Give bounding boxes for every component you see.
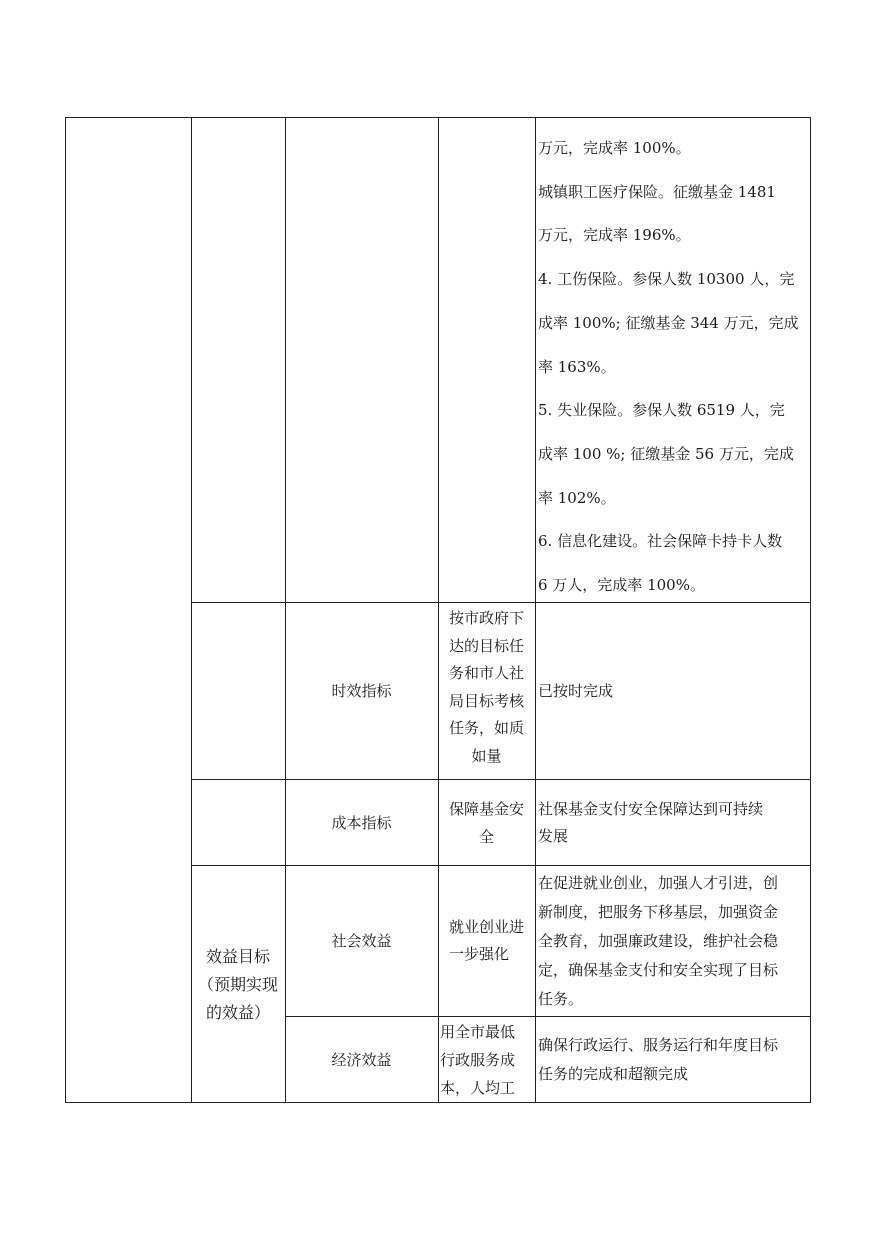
target-cell xyxy=(438,780,535,865)
result-text: 社保基金支付安全保障达到可持续 发展 xyxy=(538,799,764,845)
indicator-cell xyxy=(285,780,438,865)
target-cell xyxy=(438,866,535,1016)
result-paragraph: 4. 工伤保险。参保人数 10300 人，完 成率 100%; 征缴基金 344 万元，完成 率 163%。 xyxy=(538,270,799,376)
target-text: 就业创业进 一步强化 xyxy=(448,918,524,963)
indicator-label: 时效指标 xyxy=(331,682,392,700)
result-cell xyxy=(535,869,811,1016)
benefit-category-cell xyxy=(191,866,285,1103)
result-paragraph: 6. 信息化建设。社会保障卡持卡人数 6 万人，完成率 100%。 xyxy=(538,532,783,595)
result-text: 确保行政运行、服务运行和年度目标 任务的完成和超额完成 xyxy=(538,1036,779,1083)
target-text: 用全市最低 行政服务成 本，人均工 xyxy=(440,1023,516,1097)
result-cell xyxy=(535,603,811,779)
indicator-label: 社会效益 xyxy=(331,932,392,950)
benefit-category-label: 效益目标 （预期实现 的效益） xyxy=(197,946,278,1022)
result-paragraph: 万元，完成率 100%。 xyxy=(538,139,691,157)
indicator-label: 经济效益 xyxy=(331,1051,392,1069)
result-cell xyxy=(535,780,811,865)
result-paragraph: 城镇职工医疗保险。征缴基金 1481 万元，完成率 196%。 xyxy=(538,182,776,245)
result-paragraph: 5. 失业保险。参保人数 6519 人，完 成率 100 %; 征缴基金 56 万元，完成 率 102%。 xyxy=(538,401,794,507)
target-text: 保障基金安 全 xyxy=(448,799,524,846)
indicator-cell xyxy=(285,1017,438,1103)
indicator-label: 成本指标 xyxy=(331,813,392,832)
result-cell xyxy=(535,1031,811,1103)
target-text: 按市政府下 达的目标任 务和市人社 局目标考核 任务，如质 如量 xyxy=(448,609,524,765)
indicator-cell xyxy=(285,603,438,779)
target-cell xyxy=(438,605,535,779)
result-text: 已按时完成 xyxy=(538,682,614,700)
target-cell xyxy=(438,1018,535,1103)
result-text: 在促进就业创业，加强人才引进，创 新制度，把服务下移基层，加强资金 全教育，加强廉政建设，维护社会稳 定，确保基金支付和安全实现了目标 任务。 xyxy=(538,874,779,1008)
indicator-cell xyxy=(285,866,438,1016)
continued-results-cell xyxy=(535,127,811,597)
